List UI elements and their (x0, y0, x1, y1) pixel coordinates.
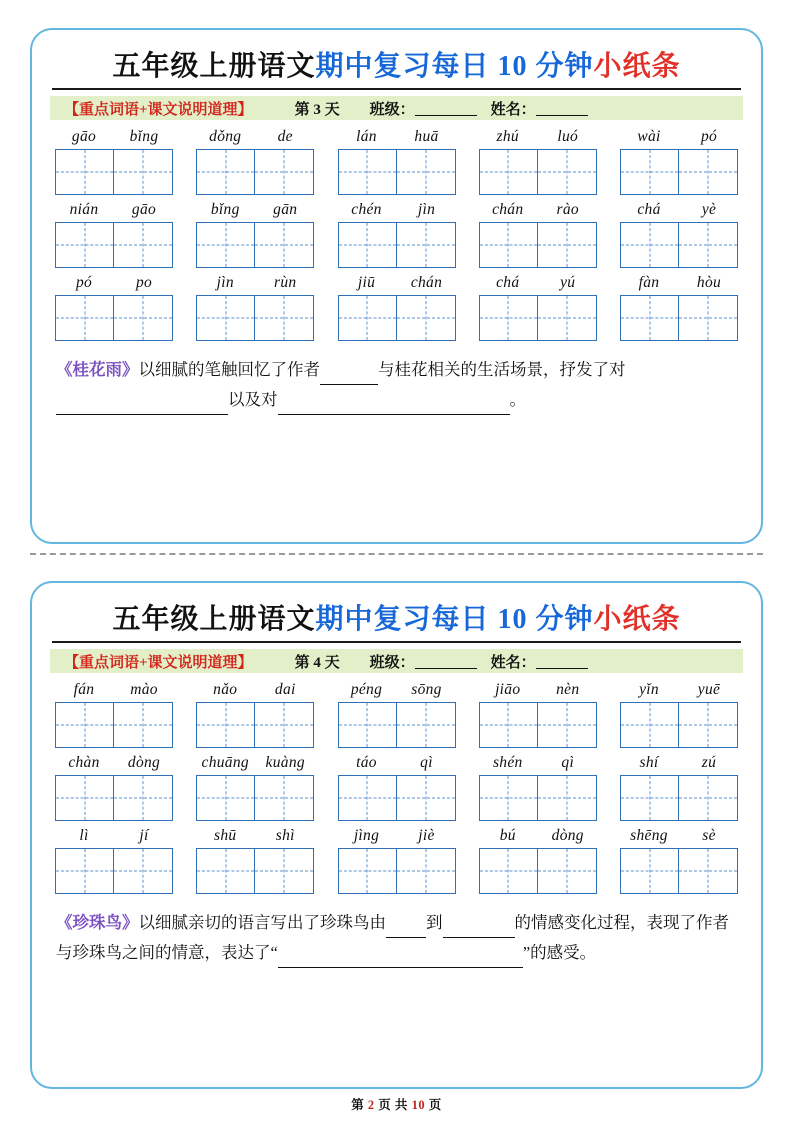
day-label: 第 3 天 (294, 101, 340, 118)
word-group (195, 681, 315, 748)
pinyin-syllable: hòu (696, 274, 722, 291)
grid-cell[interactable] (397, 295, 456, 341)
pinyin-line (337, 827, 457, 845)
word-row (54, 675, 739, 748)
writing-grid[interactable] (620, 775, 738, 821)
pinyin-syllable: qì (420, 754, 433, 771)
title-segment-accent: 小纸条 (593, 51, 681, 82)
pinyin-syllable: chán (410, 274, 443, 291)
pinyin-syllable: kuàng (265, 754, 305, 771)
word-group (195, 274, 315, 341)
writing-grid[interactable] (479, 222, 597, 268)
pinyin-syllable: zhú (496, 128, 519, 145)
worksheet-card-day3 (30, 28, 763, 544)
pinyin-line (478, 827, 598, 845)
word-group (54, 754, 174, 821)
word-row (54, 195, 739, 268)
writing-grid[interactable] (338, 149, 456, 195)
writing-grid[interactable] (196, 295, 314, 341)
pinyin-syllable: táo (356, 754, 377, 771)
writing-grid[interactable] (479, 295, 597, 341)
writing-grid[interactable] (338, 295, 456, 341)
pinyin-syllable: chuāng (201, 754, 249, 771)
pinyin-syllable: lán (356, 128, 377, 145)
sentence-part: 。 (509, 390, 526, 409)
class-label: 班级： (369, 654, 415, 671)
grid-cell[interactable] (397, 848, 456, 894)
pinyin-syllable: luó (557, 128, 579, 145)
grid-cell[interactable] (620, 149, 679, 195)
pinyin-syllable: qì (561, 754, 575, 771)
grid-cell[interactable] (479, 775, 538, 821)
grid-cell[interactable] (55, 295, 114, 341)
pinyin-syllable: péng (350, 681, 383, 698)
pinyin-syllable: dai (274, 681, 296, 698)
grid-cell[interactable] (196, 149, 255, 195)
grid-cell[interactable] (679, 775, 738, 821)
grid-cell[interactable] (55, 149, 114, 195)
sentence-part: 与桂花相关的生活场景，抒发了对 (378, 360, 626, 379)
title-segment-main: 期中复习每日 10 分钟 (315, 604, 594, 635)
writing-grid[interactable] (55, 848, 173, 894)
pinyin-syllable: jiū (357, 274, 376, 291)
word-group (478, 128, 598, 195)
worksheet-subheader (50, 96, 743, 120)
pinyin-syllable: wài (637, 128, 661, 145)
pinyin-syllable: gāo (71, 128, 97, 145)
comprehension-sentence (56, 355, 737, 415)
grid-cell[interactable] (196, 222, 255, 268)
word-group (54, 681, 174, 748)
name-label: 姓名： (490, 101, 536, 118)
word-group (195, 827, 315, 894)
grid-cell[interactable] (196, 775, 255, 821)
pinyin-line (195, 827, 315, 845)
word-group (337, 128, 457, 195)
footer-suffix: 页 (428, 1098, 442, 1112)
pinyin-line (619, 754, 739, 772)
pinyin-line (478, 681, 598, 699)
name-input-blank[interactable] (536, 101, 588, 116)
answer-blank[interactable] (443, 919, 515, 938)
pinyin-line (54, 128, 174, 146)
pinyin-syllable: bǐng (210, 201, 240, 218)
worksheet-card-day4 (30, 581, 763, 1089)
grid-cell[interactable] (538, 775, 597, 821)
word-group (619, 274, 739, 341)
pinyin-line (195, 754, 315, 772)
writing-grid[interactable] (620, 222, 738, 268)
class-label: 班级： (369, 101, 415, 118)
pinyin-syllable: nǎo (213, 681, 238, 698)
pinyin-syllable: nèn (556, 681, 580, 698)
worksheet-title (52, 44, 741, 90)
pinyin-line (478, 201, 598, 219)
title-segment-main: 期中复习每日 10 分钟 (315, 51, 594, 82)
comprehension-sentence (56, 908, 737, 968)
writing-grid[interactable] (196, 222, 314, 268)
grid-cell[interactable] (114, 775, 173, 821)
grid-cell[interactable] (620, 775, 679, 821)
grid-cell[interactable] (55, 222, 114, 268)
answer-blank[interactable] (278, 949, 483, 968)
pinyin-line (195, 128, 315, 146)
title-segment-subject: 五年级上册语文 (112, 51, 316, 82)
word-group (337, 827, 457, 894)
pinyin-line (337, 274, 457, 292)
grid-cell[interactable] (479, 222, 538, 268)
word-group (619, 201, 739, 268)
pinyin-line (54, 827, 174, 845)
writing-grid[interactable] (479, 775, 597, 821)
writing-grid[interactable] (196, 149, 314, 195)
grid-cell[interactable] (255, 848, 314, 894)
answer-blank[interactable] (320, 366, 378, 385)
writing-grid[interactable] (55, 702, 173, 748)
pinyin-line (54, 754, 174, 772)
pinyin-syllable: bǐng (129, 128, 159, 145)
word-group (619, 681, 739, 748)
pinyin-syllable: jiāo (495, 681, 521, 698)
pinyin-line (478, 128, 598, 146)
word-group (478, 681, 598, 748)
pinyin-syllable: rùn (274, 274, 297, 291)
word-row (54, 122, 739, 195)
writing-grid[interactable] (196, 775, 314, 821)
word-group (195, 128, 315, 195)
pinyin-syllable: po (135, 274, 153, 291)
pinyin-line (337, 128, 457, 146)
page-divider (30, 553, 763, 555)
writing-grid[interactable] (620, 149, 738, 195)
answer-blank[interactable] (278, 396, 510, 415)
grid-cell[interactable] (679, 222, 738, 268)
grid-cell[interactable] (255, 222, 314, 268)
writing-grid[interactable] (338, 775, 456, 821)
word-group (54, 128, 174, 195)
pinyin-syllable: huā (414, 128, 439, 145)
pinyin-line (619, 128, 739, 146)
grid-cell[interactable] (397, 149, 456, 195)
writing-grid[interactable] (620, 848, 738, 894)
grid-cell[interactable] (679, 848, 738, 894)
worksheet-title (52, 597, 741, 643)
pinyin-line (54, 201, 174, 219)
word-group (478, 827, 598, 894)
grid-cell[interactable] (114, 295, 173, 341)
grid-cell[interactable] (55, 775, 114, 821)
pinyin-syllable: dǒng (209, 128, 242, 145)
writing-grid[interactable] (479, 702, 597, 748)
grid-cell[interactable] (679, 702, 738, 748)
grid-cell[interactable] (679, 149, 738, 195)
name-label: 姓名： (490, 654, 536, 671)
pinyin-syllable: zú (701, 754, 717, 771)
grid-cell[interactable] (196, 848, 255, 894)
grid-cell[interactable] (479, 702, 538, 748)
grid-cell[interactable] (338, 848, 397, 894)
pinyin-syllable: dòng (551, 827, 584, 844)
class-input-blank[interactable] (415, 654, 477, 669)
grid-cell[interactable] (196, 702, 255, 748)
title-segment-accent: 小纸条 (593, 604, 681, 635)
word-group (337, 681, 457, 748)
pinyin-syllable: dòng (127, 754, 161, 771)
grid-cell[interactable] (338, 295, 397, 341)
footer-prefix: 第 (351, 1098, 365, 1112)
pinyin-syllable: mào (130, 681, 158, 698)
grid-cell[interactable] (479, 149, 538, 195)
word-group (54, 201, 174, 268)
grid-cell[interactable] (114, 222, 173, 268)
pinyin-syllable: sè (702, 827, 716, 844)
footer-page-number: 2 (367, 1098, 375, 1112)
pinyin-syllable: shū (214, 827, 237, 844)
pinyin-syllable: shēng (630, 827, 668, 844)
word-group (478, 201, 598, 268)
page-footer (30, 1095, 763, 1113)
word-group (195, 201, 315, 268)
pinyin-line (619, 201, 739, 219)
sentence-part: 到 (426, 913, 443, 932)
word-group (195, 754, 315, 821)
pinyin-syllable: jí (139, 827, 149, 844)
word-group (54, 274, 174, 341)
grid-cell[interactable] (338, 702, 397, 748)
pinyin-line (478, 274, 598, 292)
writing-grid[interactable] (55, 295, 173, 341)
word-row (54, 268, 739, 341)
word-group (337, 201, 457, 268)
pinyin-syllable: nián (69, 201, 99, 218)
sentence-part: 的情感变化过程，表现了作者与珍珠鸟之间的情意，表达了“ (56, 913, 729, 962)
writing-grid[interactable] (338, 222, 456, 268)
pinyin-syllable: shí (639, 754, 659, 771)
pinyin-syllable: rào (556, 201, 579, 218)
grid-cell[interactable] (538, 295, 597, 341)
grid-cell[interactable] (679, 295, 738, 341)
pinyin-syllable: pó (75, 274, 93, 291)
answer-blank[interactable] (483, 949, 523, 968)
grid-cell[interactable] (338, 149, 397, 195)
sentence-part: 以细腻的笔触回忆了作者 (138, 360, 320, 379)
pinyin-syllable: jìn (417, 201, 436, 218)
pinyin-syllable: yè (701, 201, 717, 218)
sentence-part: 以及对 (228, 390, 278, 409)
title-segment-subject: 五年级上册语文 (112, 604, 316, 635)
pinyin-line (619, 827, 739, 845)
pinyin-line (337, 754, 457, 772)
writing-grid[interactable] (196, 702, 314, 748)
pinyin-syllable: shì (275, 827, 295, 844)
grid-cell[interactable] (114, 848, 173, 894)
pinyin-syllable: jiè (418, 827, 435, 844)
writing-grid[interactable] (55, 222, 173, 268)
grid-cell[interactable] (114, 702, 173, 748)
writing-grid[interactable] (620, 702, 738, 748)
word-row (54, 748, 739, 821)
topic-tag: 【重点词语+课文说明道理】 (64, 654, 253, 671)
word-group (337, 274, 457, 341)
grid-cell[interactable] (255, 702, 314, 748)
pinyin-syllable: de (277, 128, 293, 145)
grid-cell[interactable] (538, 222, 597, 268)
pinyin-line (195, 274, 315, 292)
pinyin-syllable: shén (492, 754, 523, 771)
word-group (54, 827, 174, 894)
pinyin-syllable: yuē (697, 681, 721, 698)
grid-cell[interactable] (55, 848, 114, 894)
pinyin-syllable: chén (351, 201, 382, 218)
grid-cell[interactable] (479, 848, 538, 894)
writing-grid[interactable] (338, 702, 456, 748)
day-label: 第 4 天 (294, 654, 340, 671)
grid-cell[interactable] (55, 702, 114, 748)
grid-cell[interactable] (538, 702, 597, 748)
book-title: 《桂花雨》 (56, 360, 139, 379)
grid-cell[interactable] (620, 848, 679, 894)
grid-cell[interactable] (114, 149, 173, 195)
pinyin-syllable: yú (560, 274, 576, 291)
pinyin-syllable: chán (492, 201, 524, 218)
word-group (619, 827, 739, 894)
pinyin-line (619, 274, 739, 292)
name-input-blank[interactable] (536, 654, 588, 669)
word-group (478, 754, 598, 821)
grid-cell[interactable] (397, 775, 456, 821)
word-group (619, 754, 739, 821)
pinyin-syllable: fán (73, 681, 95, 698)
grid-cell[interactable] (255, 775, 314, 821)
grid-cell[interactable] (620, 222, 679, 268)
pinyin-syllable: chàn (68, 754, 100, 771)
writing-grid[interactable] (196, 848, 314, 894)
footer-total-pages: 10 (411, 1098, 426, 1112)
grid-cell[interactable] (479, 295, 538, 341)
grid-cell[interactable] (538, 848, 597, 894)
pinyin-syllable: sōng (411, 681, 442, 698)
grid-cell[interactable] (620, 295, 679, 341)
pinyin-syllable: fàn (638, 274, 660, 291)
pinyin-syllable: jìn (216, 274, 234, 291)
pinyin-syllable: bú (499, 827, 516, 844)
pinyin-syllable: chá (496, 274, 520, 291)
writing-grid[interactable] (338, 848, 456, 894)
word-group (619, 128, 739, 195)
pinyin-line (195, 681, 315, 699)
answer-blank[interactable] (386, 919, 426, 938)
grid-cell[interactable] (538, 149, 597, 195)
word-row (54, 821, 739, 894)
word-group (337, 754, 457, 821)
pinyin-syllable: gāo (131, 201, 157, 218)
topic-tag: 【重点词语+课文说明道理】 (64, 101, 253, 118)
pinyin-syllable: yǐn (639, 681, 659, 698)
pinyin-syllable: jìng (353, 827, 380, 844)
pinyin-syllable: pó (700, 128, 718, 145)
pinyin-line (54, 274, 174, 292)
grid-cell[interactable] (255, 295, 314, 341)
worksheet-subheader (50, 649, 743, 673)
writing-grid[interactable] (55, 775, 173, 821)
grid-cell[interactable] (397, 702, 456, 748)
pinyin-line (478, 754, 598, 772)
writing-grid[interactable] (55, 149, 173, 195)
grid-cell[interactable] (196, 295, 255, 341)
grid-cell[interactable] (620, 702, 679, 748)
grid-cell[interactable] (397, 222, 456, 268)
writing-grid[interactable] (479, 149, 597, 195)
book-title: 《珍珠鸟》 (56, 913, 139, 932)
footer-middle: 页 共 (378, 1098, 408, 1112)
sentence-part: ”的感受。 (522, 943, 597, 962)
pinyin-line (54, 681, 174, 699)
sentence-part: 以细腻亲切的语言写出了珍珠鸟由 (138, 913, 386, 932)
class-input-blank[interactable] (415, 101, 477, 116)
pinyin-syllable: gān (273, 201, 298, 218)
writing-grid[interactable] (479, 848, 597, 894)
word-group (478, 274, 598, 341)
pinyin-line (337, 681, 457, 699)
pinyin-syllable: chá (637, 201, 661, 218)
pinyin-line (619, 681, 739, 699)
grid-cell[interactable] (255, 149, 314, 195)
answer-blank[interactable] (56, 396, 228, 415)
grid-cell[interactable] (338, 222, 397, 268)
pinyin-syllable: lì (79, 827, 89, 844)
grid-cell[interactable] (338, 775, 397, 821)
pinyin-line (337, 201, 457, 219)
pinyin-line (195, 201, 315, 219)
writing-grid[interactable] (620, 295, 738, 341)
